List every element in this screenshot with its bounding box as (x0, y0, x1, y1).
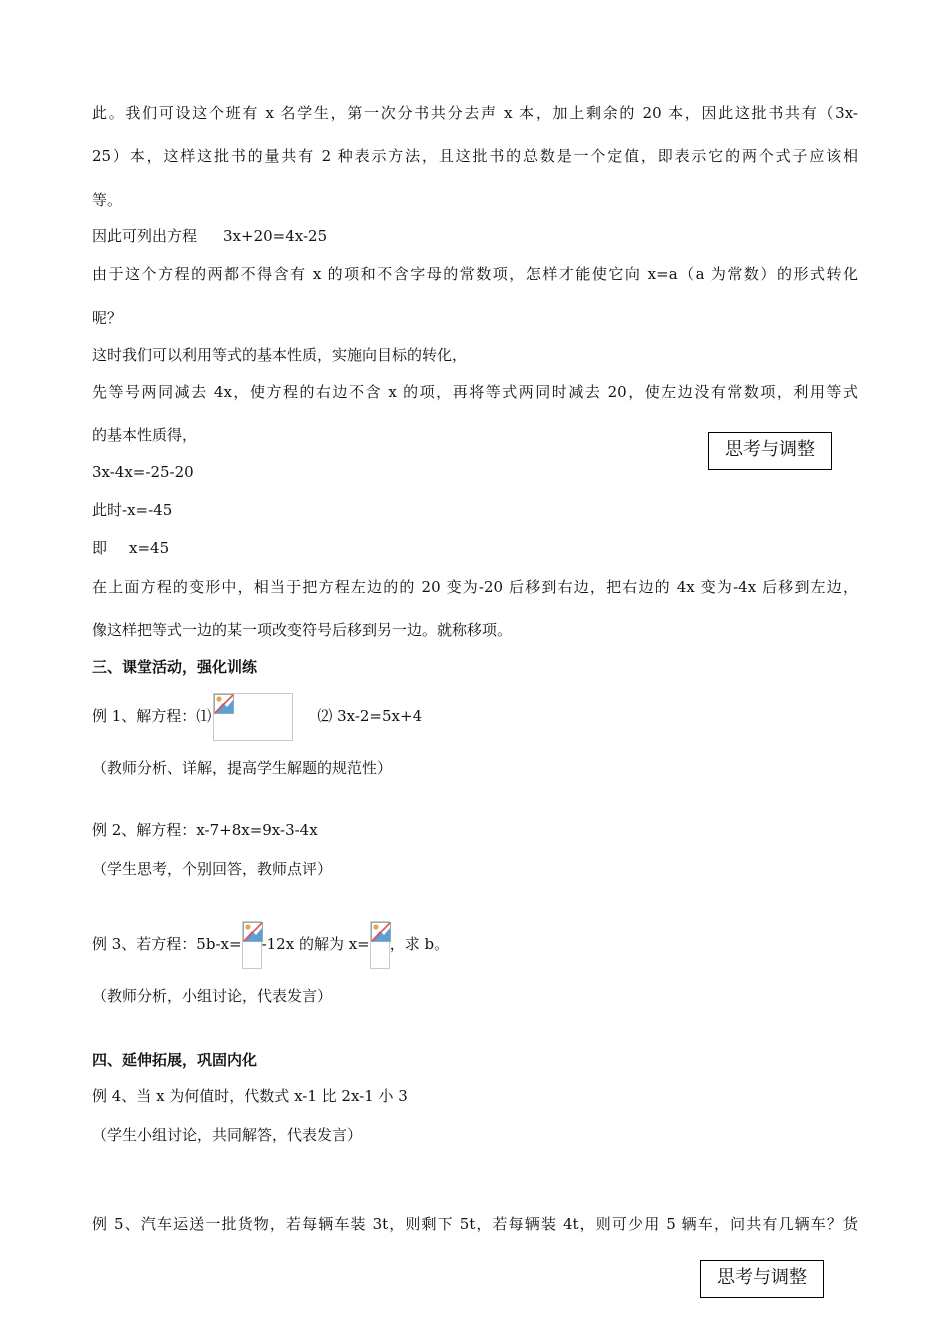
paragraph-line: 这时我们可以利用等式的基本性质，实施向目标的转化， (92, 346, 468, 364)
equation-label: 因此可列出方程 (92, 227, 198, 245)
teacher-note: （教师分析，小组讨论，代表发言） (92, 987, 333, 1005)
equation-line (92, 226, 327, 246)
paragraph-line: 呢？ (92, 309, 123, 327)
equation-prefix: 即 (92, 539, 108, 557)
paragraph-line: 先等号两同减去 4x，使方程的右边不含 x 的项，再将等式两同时减去 20，使左边没有常数项，利用等式 (92, 383, 858, 401)
example-text: -12x 的解为 x= (261, 935, 370, 953)
example-text: ，求 b。 (389, 935, 450, 953)
broken-image-icon (213, 693, 293, 741)
paragraph-line: 由于这个方程的两都不得含有 x 的项和不含字母的常数项，怎样才能使它向 x=a（a 为常数）的形式转化 (92, 265, 858, 283)
think-adjust-box: 思考与调整 (700, 1260, 824, 1298)
example-line (92, 920, 449, 968)
paragraph-line: 25）本，这样这批书的量共有 2 种表示方法，且这批书的总数是一个定值，即表示它的两个式子应该相 (92, 147, 858, 165)
example-label: 例 1、解方程：⑴ (92, 707, 212, 725)
paragraph-line: 的基本性质得， (92, 426, 198, 444)
example-line (92, 692, 422, 740)
paragraph-line: 在上面方程的变形中，相当于把方程左边的的 20 变为-20 后移到右边，把右边的 4x 变为-4x 后移到左边， (92, 578, 858, 596)
broken-image-icon (370, 921, 390, 969)
section-heading: 三、课堂活动，强化训练 (92, 658, 258, 676)
broken-image-icon (242, 921, 262, 969)
equation-line (92, 538, 169, 558)
think-adjust-box: 思考与调整 (708, 432, 832, 470)
example-text: 例 3、若方程：5b-x= (92, 935, 242, 953)
teacher-note: （教师分析、详解，提高学生解题的规范性） (92, 759, 393, 777)
paragraph-line: 等。 (92, 191, 123, 209)
example-part-2: ⑵ 3x-2=5x+4 (317, 707, 423, 725)
teacher-note: （学生思考，个别回答，教师点评） (92, 860, 333, 878)
equation: 此时-x=-45 (92, 501, 173, 519)
paragraph-line: 此。我们可设这个班有 x 名学生，第一次分书共分去声 x 本，加上剩余的 20 本，因此这批书共有（3x- (92, 104, 858, 122)
teacher-note: （学生小组讨论，共同解答，代表发言） (92, 1126, 363, 1144)
paragraph-line: 像这样把等式一边的某一项改变符号后移到另一边。就称移项。 (92, 621, 513, 639)
example-line: 例 2、解方程：x-7+8x=9x-3-4x (92, 821, 318, 839)
example-line: 例 5、汽车运送一批货物，若每辆车装 3t，则剩下 5t，若每辆装 4t，则可少用 5 辆车，问共有几辆车？货 (92, 1215, 858, 1233)
example-line: 例 4、当 x 为何值时，代数式 x-1 比 2x-1 小 3 (92, 1087, 408, 1105)
equation: x=45 (129, 539, 170, 557)
equation: 3x-4x=-25-20 (92, 463, 194, 481)
section-heading: 四、延伸拓展，巩固内化 (92, 1051, 258, 1069)
equation: 3x+20=4x-25 (223, 227, 328, 245)
